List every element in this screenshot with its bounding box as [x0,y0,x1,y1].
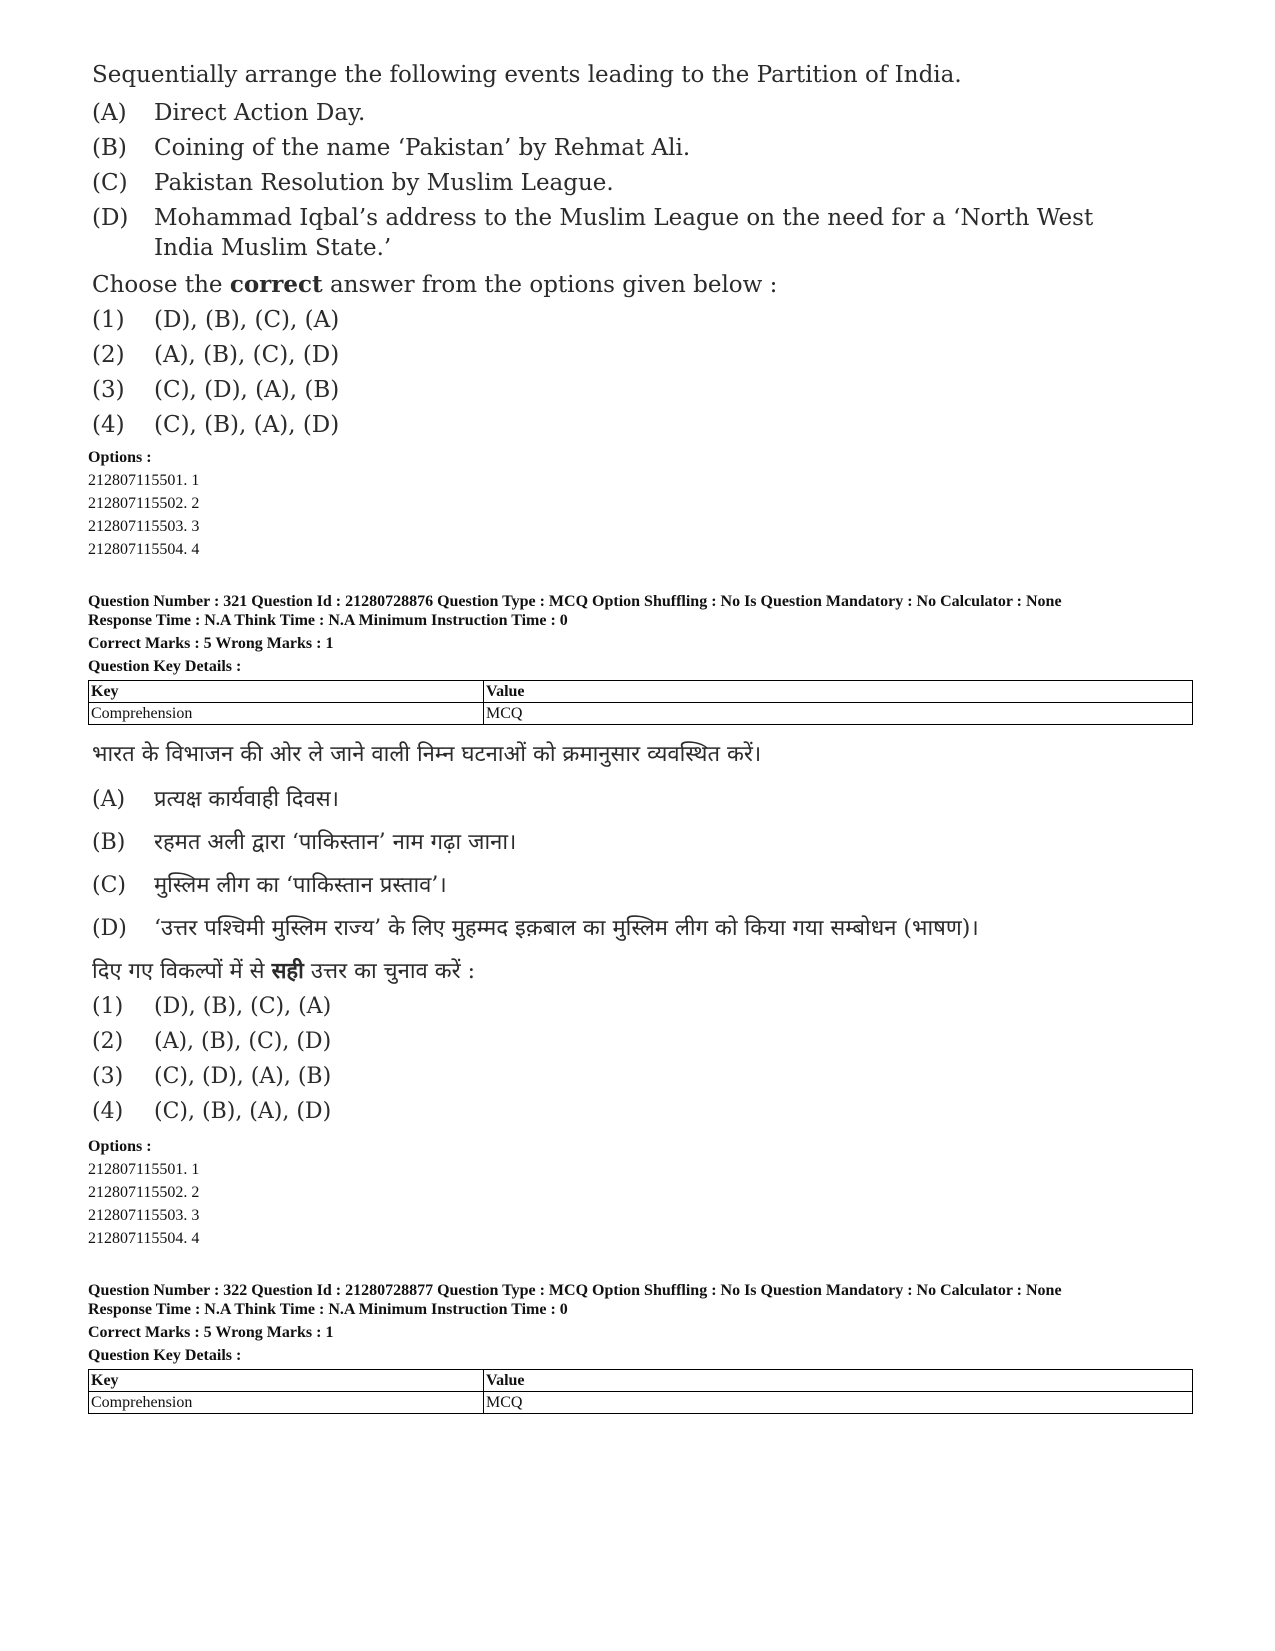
event-item-b: (B) रहमत अली द्वारा ‘पाकिस्तान’ नाम गढ़ा जाना। [92,830,517,855]
table-row: Comprehension MCQ [89,703,1193,725]
choice-1: (1) (D), (B), (C), (A) [92,307,340,333]
option-row: 212807115504. 4 [88,541,200,558]
table-row: Comprehension MCQ [89,1392,1193,1414]
choice-2: (2) (A), (B), (C), (D) [92,342,340,368]
question-320-image [92,58,1152,443]
option-row: 212807115502. 2 [88,495,200,512]
question-stem: भारत के विभाजन की ओर ले जाने वाली निम्न घटनाओं को क्रमानुसार व्यवस्थित करें। [92,742,762,767]
event-item-d: (D) ‘उत्तर पश्चिमी मुस्लिम राज्य’ के लिए मुहम्मद इक़बाल का मुस्लिम लीग को किया गया सम्बोधन (भाषण)। [92,916,979,941]
event-item-d: (D) Mohammad Iqbal’s address to the Muslim League on the need for a ‘North West India Muslim State.’ [92,205,1094,261]
option-row: 212807115503. 3 [88,518,200,535]
question-instruction: दिए गए विकल्पों में से सही उत्तर का चुनाव करें : [92,958,476,984]
question-key-details-label: Question Key Details : [88,658,242,675]
question-instruction: Choose the correct answer from the options given below : [92,271,778,298]
option-row: 212807115504. 4 [88,1230,200,1247]
options-list [88,446,1193,561]
choice-4: (4) (C), (B), (A), (D) [92,1099,332,1124]
choice-2: (2) (A), (B), (C), (D) [92,1029,332,1054]
event-item-a: (A) प्रत्यक्ष कार्यवाही दिवस। [92,787,339,812]
event-item-c: (C) Pakistan Resolution by Muslim League. [92,170,614,196]
question-321-image [92,737,1172,1129]
option-row: 212807115503. 3 [88,1207,200,1224]
option-row: 212807115501. 1 [88,1161,200,1178]
event-item-a: (A) Direct Action Day. [92,100,366,126]
table-header-row: Key Value [89,1370,1193,1392]
question-322-marks: Correct Marks : 5 Wrong Marks : 1 [88,1324,334,1341]
option-row: 212807115501. 1 [88,472,200,489]
choice-4: (4) (C), (B), (A), (D) [92,412,340,438]
question-key-table [88,1369,1193,1414]
option-row: 212807115502. 2 [88,1184,200,1201]
options-list [88,1135,1193,1250]
question-key-table [88,680,1193,725]
options-label: Options : [88,1138,152,1155]
event-item-b: (B) Coining of the name ‘Pakistan’ by Rehmat Ali. [92,135,691,161]
choice-3: (3) (C), (D), (A), (B) [92,377,340,403]
options-label: Options : [88,449,152,466]
table-header-row: Key Value [89,681,1193,703]
question-321-marks: Correct Marks : 5 Wrong Marks : 1 [88,635,334,652]
choice-1: (1) (D), (B), (C), (A) [92,994,332,1019]
event-item-c: (C) मुस्लिम लीग का ‘पाकिस्तान प्रस्ताव’। [92,873,447,898]
question-322-meta: Question Number : 322 Question Id : 21280728877 Question Type : MCQ Option Shuffling : No Is Question Mandatory : No Calculator : None Response Time : N.A Think Time : N.A Minimum Instruction Time : 0 [88,1282,1062,1318]
question-key-details-label: Question Key Details : [88,1347,242,1364]
question-stem: Sequentially arrange the following events leading to the Partition of India. [92,62,962,88]
question-321-meta: Question Number : 321 Question Id : 21280728876 Question Type : MCQ Option Shuffling : No Is Question Mandatory : No Calculator : None Response Time : N.A Think Time : N.A Minimum Instruction Time : 0 [88,593,1062,629]
choice-3: (3) (C), (D), (A), (B) [92,1064,332,1089]
